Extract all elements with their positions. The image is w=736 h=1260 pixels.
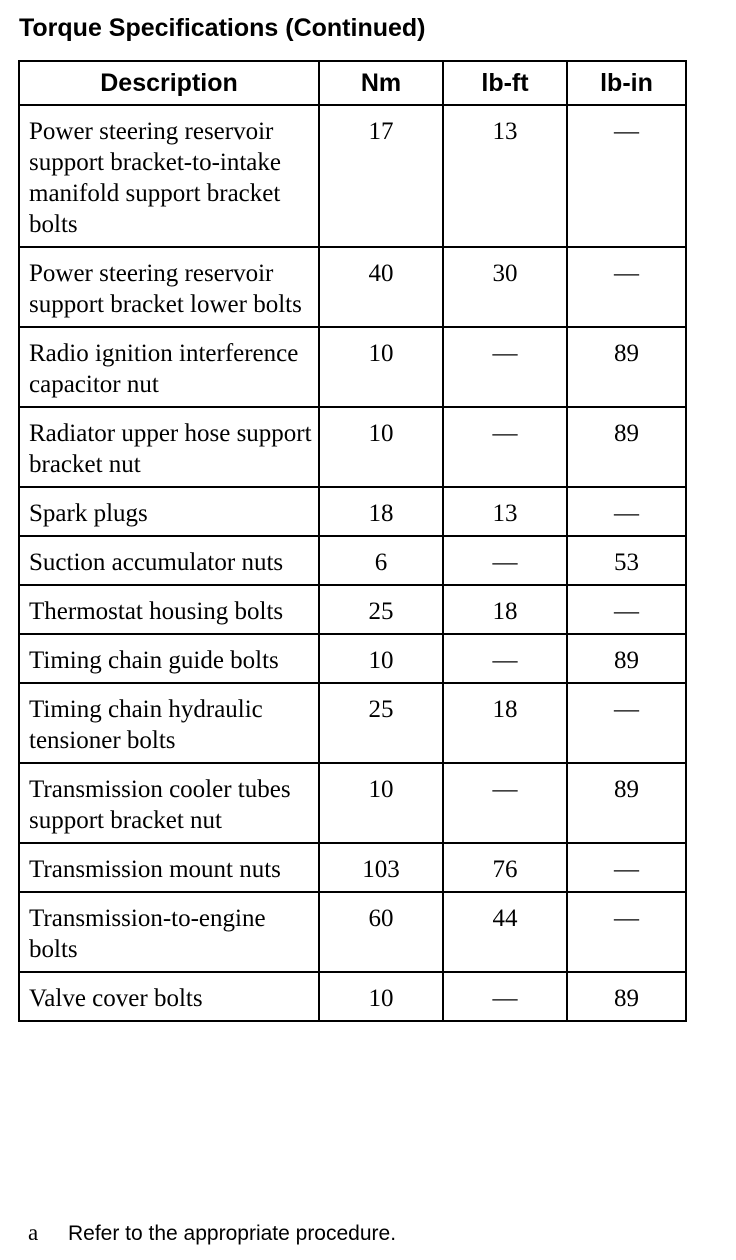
cell-lbin: 53 bbox=[567, 536, 686, 585]
cell-lbin: 89 bbox=[567, 634, 686, 683]
cell-lbin: — bbox=[567, 892, 686, 972]
table-row bbox=[19, 585, 686, 634]
table-row bbox=[19, 327, 686, 407]
footnote-mark: a bbox=[28, 1220, 39, 1245]
cell-nm: 103 bbox=[319, 843, 443, 892]
table-row bbox=[19, 843, 686, 892]
cell-lbin: 89 bbox=[567, 972, 686, 1021]
cell-nm: 10 bbox=[319, 972, 443, 1021]
cell-description: Transmission cooler tubes support bracket nut bbox=[19, 763, 319, 843]
cell-lbft: — bbox=[443, 972, 567, 1021]
cell-lbin: — bbox=[567, 247, 686, 327]
cell-description: Valve cover bolts bbox=[19, 972, 319, 1021]
table-row bbox=[19, 634, 686, 683]
cell-lbft: 18 bbox=[443, 683, 567, 763]
table-row bbox=[19, 105, 686, 247]
cell-lbin: 89 bbox=[567, 327, 686, 407]
cell-lbin: — bbox=[567, 105, 686, 247]
cell-lbin: — bbox=[567, 487, 686, 536]
table-row bbox=[19, 683, 686, 763]
cell-nm: 17 bbox=[319, 105, 443, 247]
table-row bbox=[19, 487, 686, 536]
cell-nm: 10 bbox=[319, 407, 443, 487]
cell-lbft: 76 bbox=[443, 843, 567, 892]
footnote-text: Refer to the appropriate procedure. bbox=[68, 1222, 397, 1245]
cell-description: Radio ignition interference capacitor nut bbox=[19, 327, 319, 407]
cell-nm: 25 bbox=[319, 683, 443, 763]
cell-description: Thermostat housing bolts bbox=[19, 585, 319, 634]
table-row bbox=[19, 407, 686, 487]
cell-lbft: — bbox=[443, 634, 567, 683]
cell-lbin: — bbox=[567, 585, 686, 634]
footnote bbox=[28, 1220, 396, 1246]
table-row bbox=[19, 892, 686, 972]
page-title: Torque Specifications (Continued) bbox=[19, 14, 426, 42]
cell-nm: 60 bbox=[319, 892, 443, 972]
cell-description: Timing chain guide bolts bbox=[19, 634, 319, 683]
cell-lbft: — bbox=[443, 536, 567, 585]
cell-description: Suction accumulator nuts bbox=[19, 536, 319, 585]
header-lbft: lb-ft bbox=[443, 61, 567, 105]
cell-lbft: 18 bbox=[443, 585, 567, 634]
cell-lbft: 30 bbox=[443, 247, 567, 327]
cell-description: Power steering reservoir support bracket-to-intake manifold support bracket bolts bbox=[19, 105, 319, 247]
cell-nm: 10 bbox=[319, 634, 443, 683]
cell-nm: 25 bbox=[319, 585, 443, 634]
cell-nm: 18 bbox=[319, 487, 443, 536]
header-nm: Nm bbox=[319, 61, 443, 105]
table-row bbox=[19, 536, 686, 585]
cell-lbin: — bbox=[567, 683, 686, 763]
table-row bbox=[19, 247, 686, 327]
header-lbin: lb-in bbox=[567, 61, 686, 105]
cell-nm: 6 bbox=[319, 536, 443, 585]
cell-description: Transmission-to-engine bolts bbox=[19, 892, 319, 972]
header-description: Description bbox=[19, 61, 319, 105]
table-row bbox=[19, 972, 686, 1021]
cell-nm: 10 bbox=[319, 763, 443, 843]
cell-description: Radiator upper hose support bracket nut bbox=[19, 407, 319, 487]
cell-lbft: 13 bbox=[443, 487, 567, 536]
table-row bbox=[19, 763, 686, 843]
torque-spec-table bbox=[18, 60, 687, 1022]
cell-lbft: — bbox=[443, 763, 567, 843]
cell-lbft: — bbox=[443, 327, 567, 407]
cell-lbft: — bbox=[443, 407, 567, 487]
cell-description: Power steering reservoir support bracket lower bolts bbox=[19, 247, 319, 327]
table-header-row bbox=[19, 61, 686, 105]
cell-nm: 10 bbox=[319, 327, 443, 407]
cell-lbft: 44 bbox=[443, 892, 567, 972]
cell-lbin: 89 bbox=[567, 407, 686, 487]
cell-nm: 40 bbox=[319, 247, 443, 327]
cell-description: Spark plugs bbox=[19, 487, 319, 536]
cell-description: Timing chain hydraulic tensioner bolts bbox=[19, 683, 319, 763]
cell-lbft: 13 bbox=[443, 105, 567, 247]
cell-lbin: — bbox=[567, 843, 686, 892]
cell-lbin: 89 bbox=[567, 763, 686, 843]
cell-description: Transmission mount nuts bbox=[19, 843, 319, 892]
